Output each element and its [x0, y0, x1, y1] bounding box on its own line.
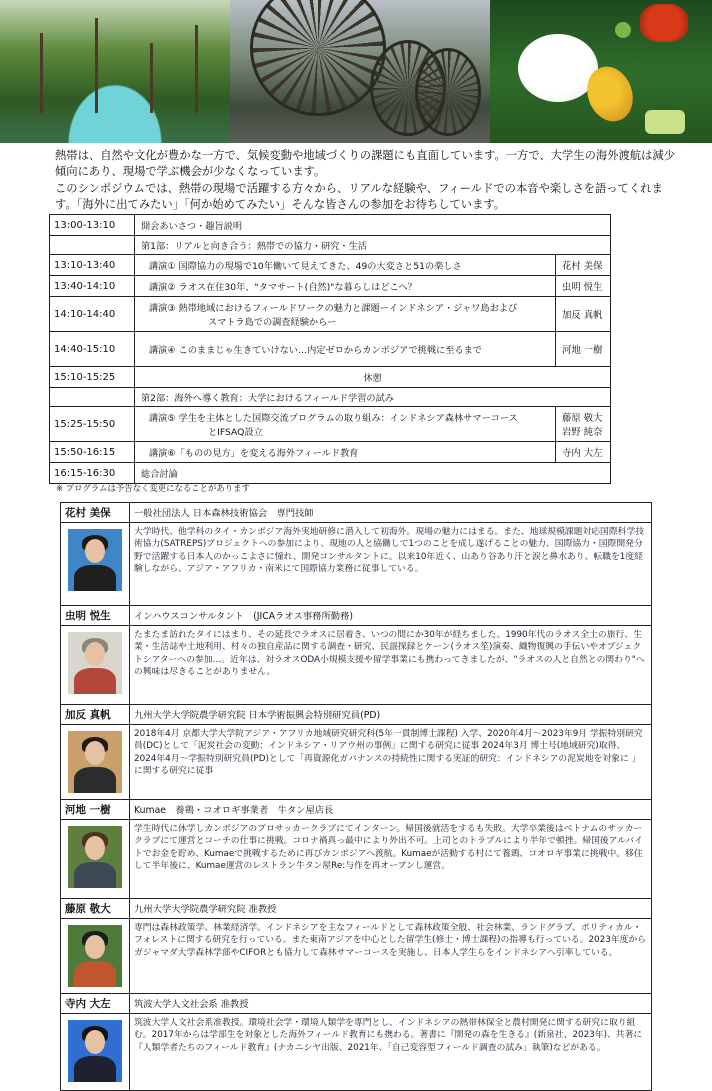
schedule-title: 講演④ このままじゃ生きていけない…内定ゼロからカンボジアで挑戦に至るまで	[135, 332, 556, 367]
speaker-photo	[68, 731, 122, 793]
section-heading: 第1部：リアルと向き合う：熱帯での協力・研究・生活	[135, 236, 611, 255]
speaker-bio-row	[61, 523, 652, 606]
schedule-section-row	[50, 388, 611, 407]
speaker-name: 虫明 悦生	[61, 606, 130, 626]
speaker-bio-row	[61, 1014, 652, 1091]
speaker-header-row	[61, 800, 652, 820]
program-schedule-table	[49, 214, 611, 484]
tropical-river-photo	[0, 0, 230, 143]
schedule-row	[50, 442, 611, 463]
schedule-time: 15:10-15:25	[50, 367, 135, 388]
schedule-section-row	[50, 236, 611, 255]
speaker-bio: 筑波大学人文社会系准教授。環境社会学・環境人類学を専門とし、インドネシアの熱帯林保全と農村開発に関する研究に取り組む。2017年からは学部生を対象とした海外フィールド教育にも携わる。著書に『開発の森を生きる』(新泉社、2023年)、共著に『人類学者たちのフィールド教育』(ナカニシヤ出版、2021年、「自己変容型フィールド調査の試み」執筆)などがある。	[130, 1014, 652, 1091]
schedule-speaker: 虫明 悦生	[556, 276, 611, 297]
schedule-row	[50, 215, 611, 236]
schedule-title: 講演② ラオス在住30年、"タマサート(自然)"な暮らしはどこへ？	[135, 276, 556, 297]
schedule-row	[50, 255, 611, 276]
speaker-bio-row	[61, 919, 652, 994]
schedule-row	[50, 276, 611, 297]
schedule-speaker: 寺内 大左	[556, 442, 611, 463]
schedule-title: 開会あいさつ・趣旨説明	[135, 215, 611, 236]
intro-text	[55, 148, 675, 213]
schedule-title: 講演① 国際協力の現場で10年働いて見えてきた、49の大変さと51の楽しさ	[135, 255, 556, 276]
schedule-time: 14:40-15:10	[50, 332, 135, 367]
schedule-row	[50, 367, 611, 388]
speaker-name: 花村 美保	[61, 503, 130, 523]
speaker-name: 加反 真帆	[61, 705, 130, 725]
schedule-time: 13:00-13:10	[50, 215, 135, 236]
schedule-title: 講演③ 熱帯地域におけるフィールドワークの魅力と課題ーインドネシア・ジャワ島および スマトラ島での調査経験からー	[135, 297, 556, 332]
speaker-bio-table	[60, 502, 652, 1091]
speaker-affiliation: 九州大学大学院農学研究院 日本学術振興会特別研究員(PD)	[130, 705, 652, 725]
intro-paragraph-1: 熱帯は、自然や文化が豊かな一方で、気候変動や地域づくりの課題にも直面しています。一方で、大学生の海外渡航は減少傾向にあり、現場で学ぶ機会が少なくなっています。	[55, 149, 675, 179]
speaker-photo	[68, 529, 122, 591]
speaker-bio-row	[61, 820, 652, 899]
schedule-time: 15:50-16:15	[50, 442, 135, 463]
schedule-row	[50, 463, 611, 484]
speaker-photo	[68, 1020, 122, 1082]
speaker-bio: 2018年4月 京都大学大学院アジア・アフリカ地域研究研究科(5年一貫制博士課程) 入学、2020年4月～2023年9月 学振特別研究員(DC)として「泥炭社会の変動：インドネシア・リアウ州の事例」に関する研究に従事 2024年3月 博士号(地域研究)取得、2024年4月～学振特別研究員(PD)として「再資源化ガバナンスの持続性に関する実証的研究：インドネシアの泥炭地を対象に 」に関する研究に従事	[130, 725, 652, 800]
water-wheel-photo	[230, 0, 490, 143]
speaker-affiliation: 筑波大学人文社会系 准教授	[130, 994, 652, 1014]
speaker-header-row	[61, 899, 652, 919]
schedule-speaker: 花村 美保	[556, 255, 611, 276]
schedule-speaker: 河地 一樹	[556, 332, 611, 367]
section-heading: 第2部：海外へ導く教育：大学におけるフィールド学習の試み	[135, 388, 611, 407]
schedule-time: 15:25-15:50	[50, 407, 135, 442]
header-photo-strip	[0, 0, 712, 143]
schedule-row	[50, 332, 611, 367]
speaker-photo	[68, 826, 122, 888]
schedule-time: 16:15-16:30	[50, 463, 135, 484]
schedule-row	[50, 297, 611, 332]
speaker-name: 寺内 大左	[61, 994, 130, 1014]
speaker-bio: 大学時代、他学科のタイ・カンボジア海外実地研修に潜入して初海外。現場の魅力にはまる。また、地球規模課題対応国際科学技術協力(SATREPS)プロジェクトへの参加により、現地の人と協働して1つのことを成し遂げることの魅力、国際協力・国際開発分野で活躍する日本人のかっこよさに憧れ、開発コンサルタントに。以来10年近く、山あり谷あり汗と涙と鼻水あり、転職を1度経験しながら、アジア・アフリカ・南米にて国際協力業務に従事している。	[130, 523, 652, 606]
speaker-bio: 専門は森林政策学、林業経済学。インドネシアを主なフィールドとして森林政策全般、社会林業、ランドグラブ、ポリティカル・フォレストに関する研究を行っている。また東南アジアを中心とした留学生(修士・博士課程)の指導も行っている。2023年度からガジャマダ大学森林学部やCIFORとも協力して森林サマーコースを実施し、日本人学生らをインドネシアへ引率している。	[130, 919, 652, 994]
speaker-bio-row	[61, 725, 652, 800]
speaker-bio: 学生時代に休学しカンボジアのプロサッカークラブにてインターン。帰国後就活をするも失敗。大学卒業後はベトナムのサッカークラブにて運営とコーチの仕事に挑戦。コロナ禍真っ最中により外出不可。上司とのトラブルにより半年で頓挫。帰国後アルバイトでお金を貯め、Kumaeで挑戦するために再びカンボジアへ渡航。Kumaeが活動する村にて養鶏、コオロギ事業に挑戦中。移住して半年後に、Kumae運営のレストラン牛タン屋Re:与作を再オープンし運営。	[130, 820, 652, 899]
schedule-title: 講演⑤ 学生を主体とした国際交流プログラムの取り組み：インドネシア森林サマーコース とIFSAQ設立	[135, 407, 556, 442]
schedule-title: 講演⑥「ものの見方」を変える海外フィールド教育	[135, 442, 556, 463]
speaker-affiliation: 一般社団法人 日本森林技術協会 専門技師	[130, 503, 652, 523]
speaker-name: 藤原 敬大	[61, 899, 130, 919]
schedule-time: 13:40-14:10	[50, 276, 135, 297]
schedule-title: 休憩	[135, 367, 611, 388]
schedule-time: 13:10-13:40	[50, 255, 135, 276]
speaker-header-row	[61, 705, 652, 725]
speaker-header-row	[61, 994, 652, 1014]
speaker-photo	[68, 632, 122, 694]
intro-paragraph-2: このシンポジウムでは、熱帯の現場で活躍する方々から、リアルな経験や、フィールドでの本音や楽しさを語ってくれます。「海外に出てみたい」「何か始めてみたい」そんな皆さんの参加をお待ちしています。	[55, 181, 663, 211]
speaker-affiliation: 九州大学大学院農学研究院 准教授	[130, 899, 652, 919]
speaker-photo	[68, 925, 122, 987]
schedule-time: 14:10-14:40	[50, 297, 135, 332]
speaker-bio-row	[61, 626, 652, 705]
program-note: ※ プログラムは予告なく変更になることがあります	[56, 483, 250, 493]
schedule-row	[50, 407, 611, 442]
schedule-speaker: 藤原 敬大 岩野 純奈	[556, 407, 611, 442]
speaker-header-row	[61, 503, 652, 523]
speaker-header-row	[61, 606, 652, 626]
schedule-speaker: 加反 真帆	[556, 297, 611, 332]
tropical-food-photo	[490, 0, 712, 143]
speaker-affiliation: インハウスコンサルタント (JICAラオス事務所勤務)	[130, 606, 652, 626]
speaker-affiliation: Kumae 養鶏・コオロギ事業者 牛タン屋店長	[130, 800, 652, 820]
speaker-bio: たまたま訪れたタイにはまり、その延長でラオスに居着き、いつの間にか30年が経ちました。1990年代のラオス全土の旅行、生業・生活誌や土地利用、村々の独自産品に関する調査・研究、民謡探録とケーン(ラオス笙)演奏、織物復興の手伝いやオブジェクトシアターへの参加…。近年は、対ラオスODA小規模支援や留学事業にも携わってきましたが、"ラオスの人と自然との関わり"への興味は尽きることがありません。	[130, 626, 652, 705]
schedule-title: 総合討論	[135, 463, 611, 484]
speaker-name: 河地 一樹	[61, 800, 130, 820]
